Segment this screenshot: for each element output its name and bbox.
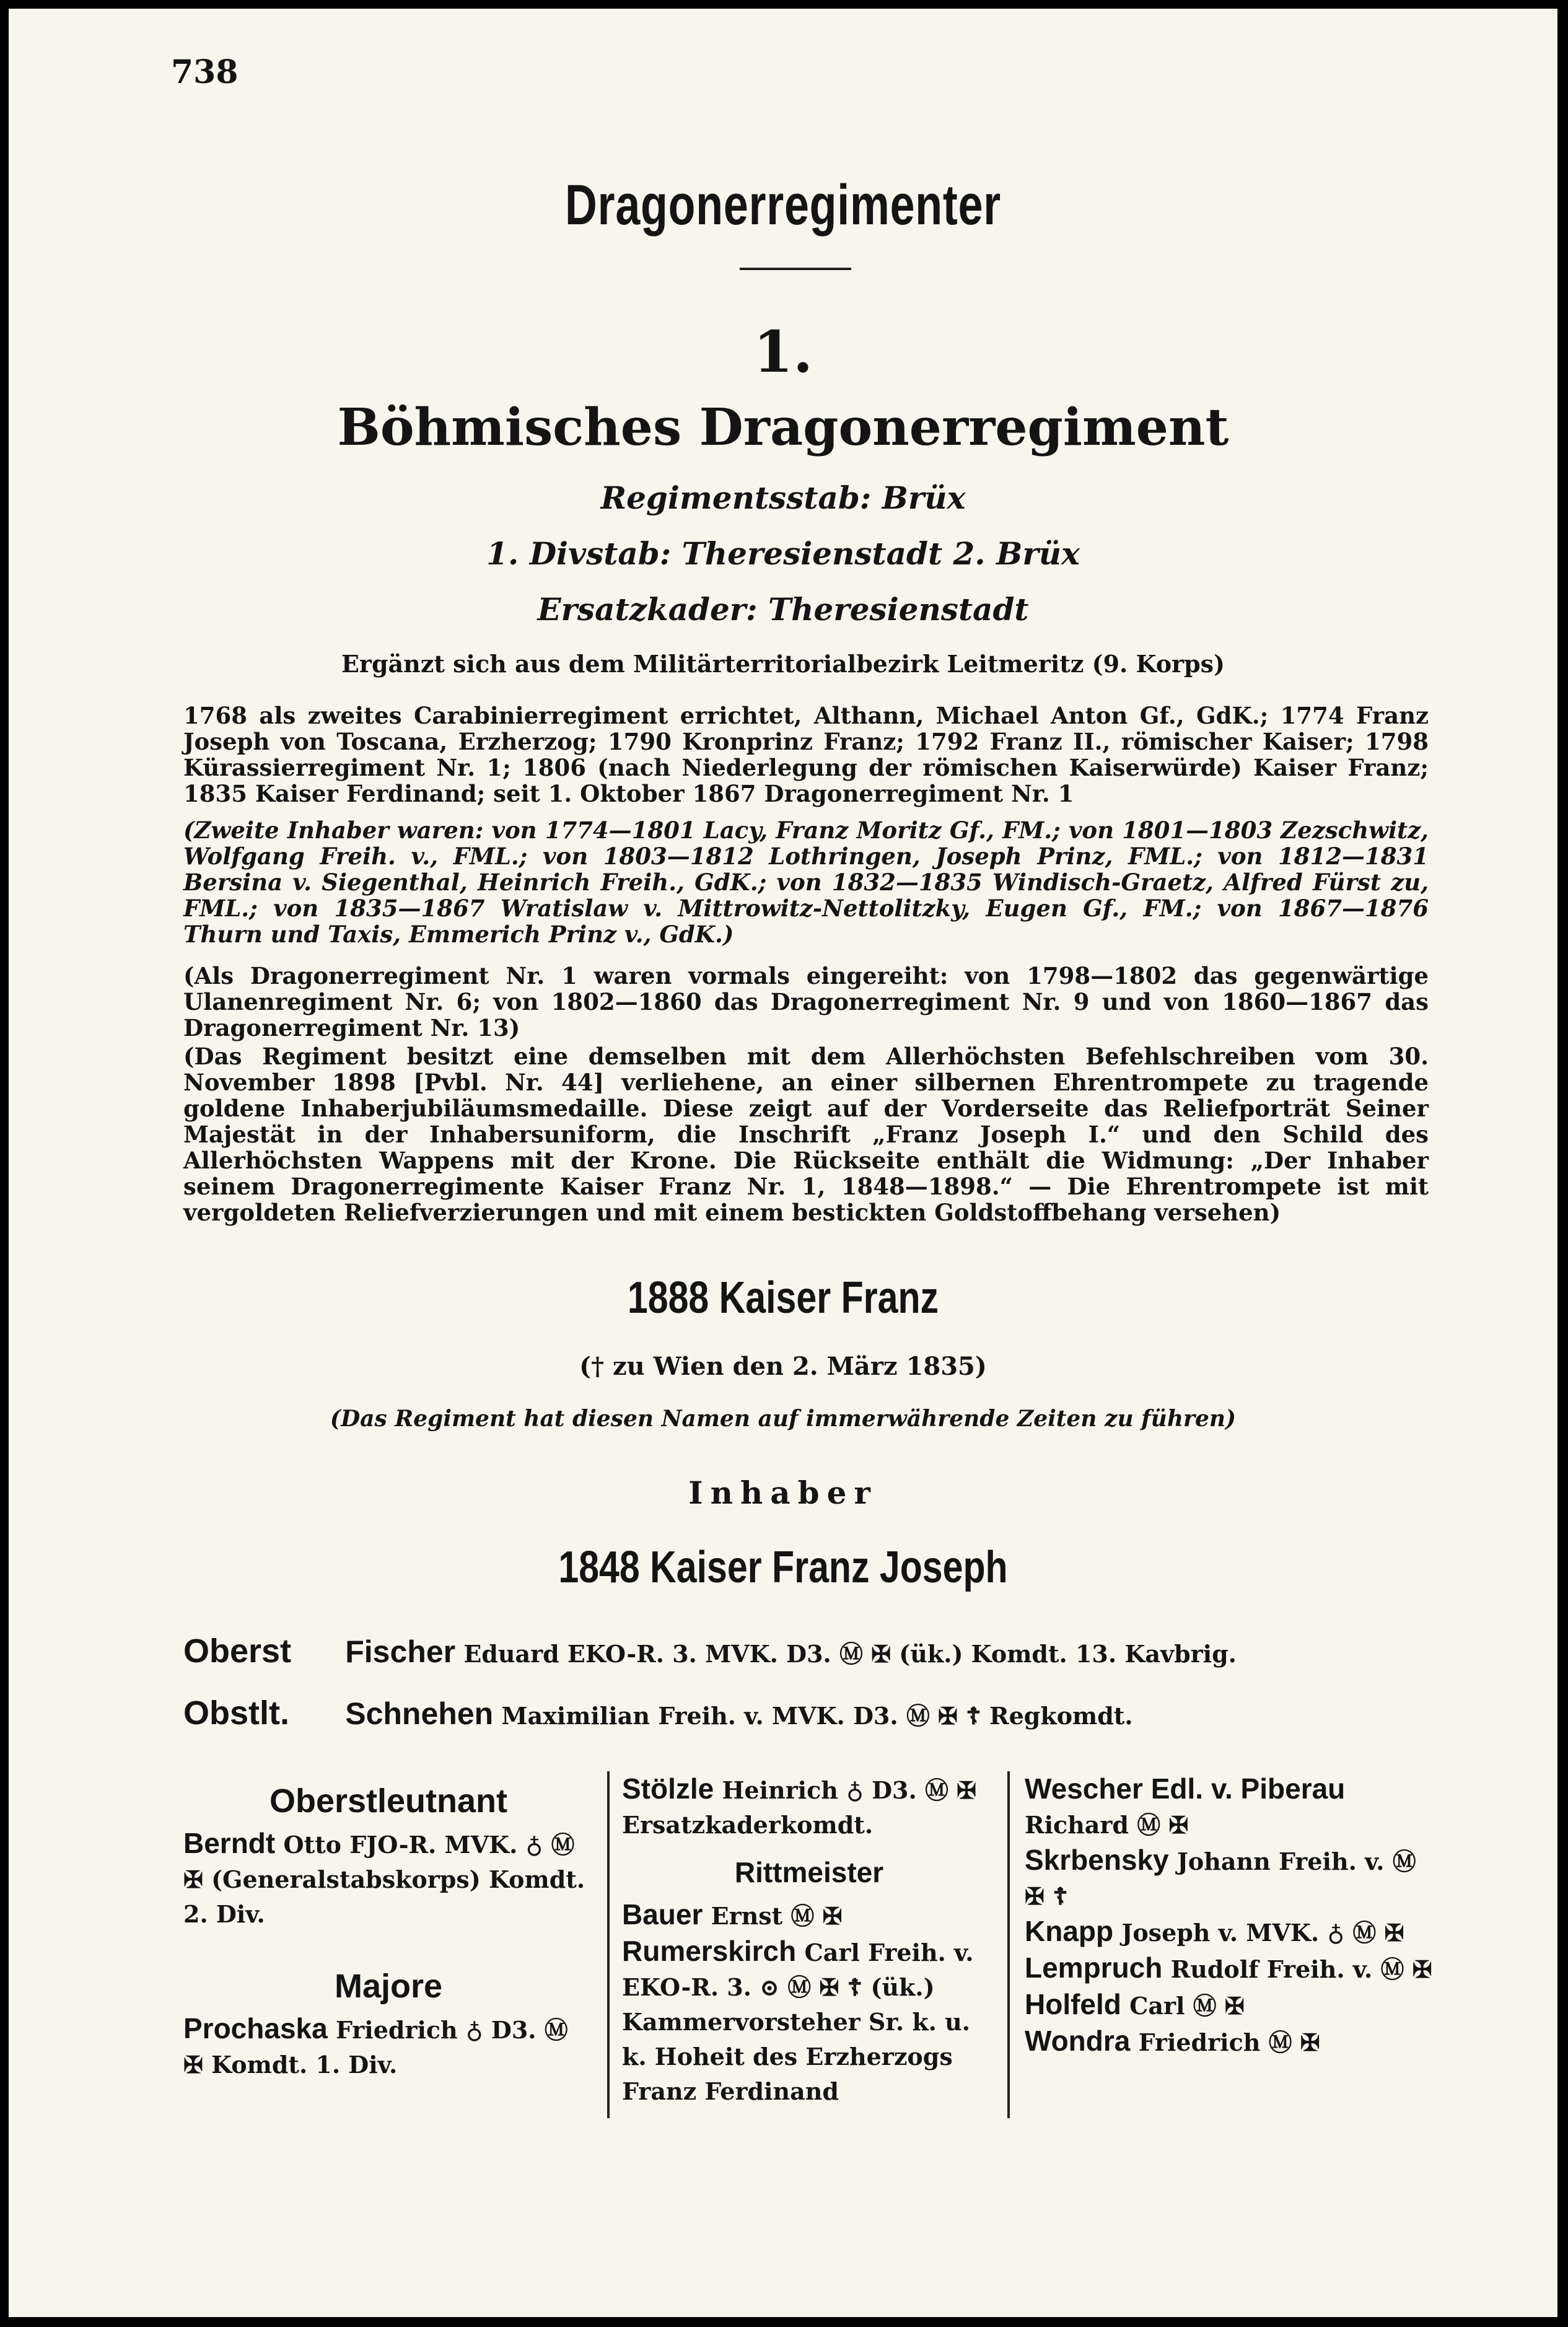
officer-row <box>183 1694 1453 1732</box>
medal-paragraph: (Das Regiment besitzt eine demselben mit dem Allerhöchsten Befehlschreiben vom 30. November 1898 [Pvbl. Nr. 44] verliehene, an einer silbernen Ehrentrompete zu tragende goldene Inhaberjubiläumsmedaille. Diese zeigt auf der Vorderseite das Reliefporträt Seiner Majestät in der Inhabersuniform, die Inschrift „Franz Joseph I.“ und den Schild des Allerhöchsten Wappens mit der Krone. Die Rückseite enthält die Widmung: „Der Inhaber seinem Dragonerregimente Kaiser Franz Nr. 1, 1848—1898.“ — Die Ehrentrompete ist mit vergoldeten Reliefverzierungen und mit einem bestickten Goldstoffbehang versehen) <box>183 1043 1429 1226</box>
heading-rittmeister: Rittmeister <box>734 1856 884 1888</box>
staff-line-1: Regimentsstab: Brüx <box>600 480 966 516</box>
entry <box>1025 1987 1434 2023</box>
entry <box>1025 1843 1434 1914</box>
entry-details: Richard Ⓜ ✠ <box>1025 1811 1189 1839</box>
column-right <box>1025 1771 1434 2060</box>
entry-name: Berndt <box>183 1827 276 1859</box>
entry-details: Carl Ⓜ ✠ <box>1129 1992 1245 2020</box>
entry-details: Friedrich ♁ D3. Ⓜ ✠ Komdt. 1. Div. <box>183 2016 568 2079</box>
namesake-death: († zu Wien den 2. März 1835) <box>579 1352 987 1381</box>
page-number: 738 <box>171 53 239 91</box>
heading-oberstleutnant: Oberstleutnant <box>269 1782 508 1820</box>
staff-line-3: Ersatzkader: Theresienstadt <box>537 591 1029 628</box>
entry-details: Heinrich ♁ D3. Ⓜ ✠ Ersatzkaderkomdt. <box>622 1776 977 1839</box>
officer-row <box>183 1632 1453 1670</box>
entry <box>1025 1950 1434 1987</box>
entry <box>1025 1914 1434 1950</box>
entry-name: Rumerskirch <box>622 1935 797 1967</box>
section-title: Dragonerregimenter <box>565 173 1001 237</box>
entry-name: Wescher Edl. v. Piberau <box>1025 1773 1346 1805</box>
entry <box>622 1771 996 1843</box>
entry <box>622 1934 996 2109</box>
entry-details: Friedrich Ⓜ ✠ <box>1138 2028 1320 2056</box>
entry-name: Bauer <box>622 1898 703 1930</box>
officer-name: Schnehen <box>345 1696 494 1731</box>
entry-name: Prochaska <box>183 2012 328 2044</box>
title-rule <box>740 268 851 270</box>
entry <box>1025 1771 1434 1843</box>
entry-name: Knapp <box>1025 1915 1114 1947</box>
entry-name: Stölzle <box>622 1773 714 1805</box>
owner-title: 1848 Kaiser Franz Joseph <box>558 1543 1008 1592</box>
regiment-number: 1. <box>753 318 813 385</box>
second-owners-paragraph: (Zweite Inhaber waren: von 1774—1801 Lacy, Franz Moritz Gf., FM.; von 1801—1803 Zezschwitz, Wolfgang Freih. v., FML.; von 1803—1812 Lothringen, Joseph Prinz, FML.; von 1812—1831 Bersina v. Siegenthal, Heinrich Freih., GdK.; von 1832—1835 Windisch-Graetz, Alfred Fürst zu, FML.; von 1835—1867 Wratislaw v. Mittrowitz-Nettolitzky, Eugen Gf., FM.; von 1867—1876 Thurn und Taxis, Emmerich Prinz v., GdK.) <box>183 817 1429 948</box>
entry-details: Carl Freih. v. EKO-R. 3. ⊙ Ⓜ ✠ ☦ (ük.) Kammervorsteher Sr. k. u. k. Hoheit des Erzherzogs Franz Ferdinand <box>622 1939 974 2105</box>
entry <box>183 2011 593 2082</box>
entry-details: Johann Freih. v. Ⓜ ✠ ☦ <box>1025 1847 1416 1910</box>
entry-name: Holfeld <box>1025 1988 1121 2020</box>
incorporation-paragraph: (Als Dragonerregiment Nr. 1 waren vormals eingereiht: von 1798—1802 das gegenwärtige Ulanenregiment Nr. 6; von 1802—1860 das Dragonerregiment Nr. 9 und von 1860—1867 das Dragonerregiment Nr. 13) <box>183 962 1429 1041</box>
column-left <box>183 1771 593 2082</box>
entry-name: Wondra <box>1025 2025 1131 2057</box>
entry-name: Lempruch <box>1025 1952 1163 1984</box>
column-middle <box>607 1771 1010 2118</box>
officer-details: Eduard EKO-R. 3. MVK. D3. Ⓜ ✠ (ük.) Komdt. 13. Kavbrig. <box>463 1640 1237 1668</box>
history-paragraph: 1768 als zweites Carabinierregiment errichtet, Althann, Michael Anton Gf., GdK.; 1774 Franz Joseph von Toscana, Erzherzog; 1790 Kronprinz Franz; 1792 Franz II., römischer Kaiser; 1798 Kürassierregiment Nr. 1; 1806 (nach Niederlegung der römischen Kaiserwürde) Kaiser Franz; 1835 Kaiser Ferdinand; seit 1. Oktober 1867 Dragonerregiment Nr. 1 <box>183 702 1429 807</box>
officer-name: Fischer <box>345 1634 456 1669</box>
entry-details: Ernst Ⓜ ✠ <box>711 1902 843 1930</box>
staff-line-2: 1. Divstab: Theresienstadt 2. Brüx <box>486 535 1080 572</box>
owner-heading: Inhaber <box>688 1475 878 1511</box>
officer-rank: Oberst <box>183 1632 292 1670</box>
regiment-name: Böhmisches Dragonerregiment <box>337 398 1229 457</box>
namesake-title: 1888 Kaiser Franz <box>627 1273 939 1323</box>
entry-details: Rudolf Freih. v. Ⓜ ✠ <box>1170 1955 1432 1983</box>
entry-details: Joseph v. MVK. ♁ Ⓜ ✠ <box>1121 1919 1404 1947</box>
officer-details: Maximilian Freih. v. MVK. D3. Ⓜ ✠ ☦ Regkomdt. <box>501 1702 1133 1730</box>
entry <box>1025 2023 1434 2060</box>
entry-name: Skrbensky <box>1025 1844 1169 1876</box>
book-page <box>9 9 1557 2317</box>
namesake-note: (Das Regiment hat diesen Namen auf immerwährende Zeiten zu führen) <box>330 1406 1237 1432</box>
entry <box>622 1897 996 1934</box>
recruitment-district: Ergänzt sich aus dem Militärterritorialbezirk Leitmeritz (9. Korps) <box>341 650 1225 678</box>
heading-majore: Majore <box>334 1968 443 2005</box>
entry-details: Otto FJO-R. MVK. ♁ Ⓜ ✠ (Generalstabskorps) Komdt. 2. Div. <box>183 1831 585 1928</box>
officer-rank: Obstlt. <box>183 1694 289 1732</box>
entry <box>183 1826 593 1932</box>
